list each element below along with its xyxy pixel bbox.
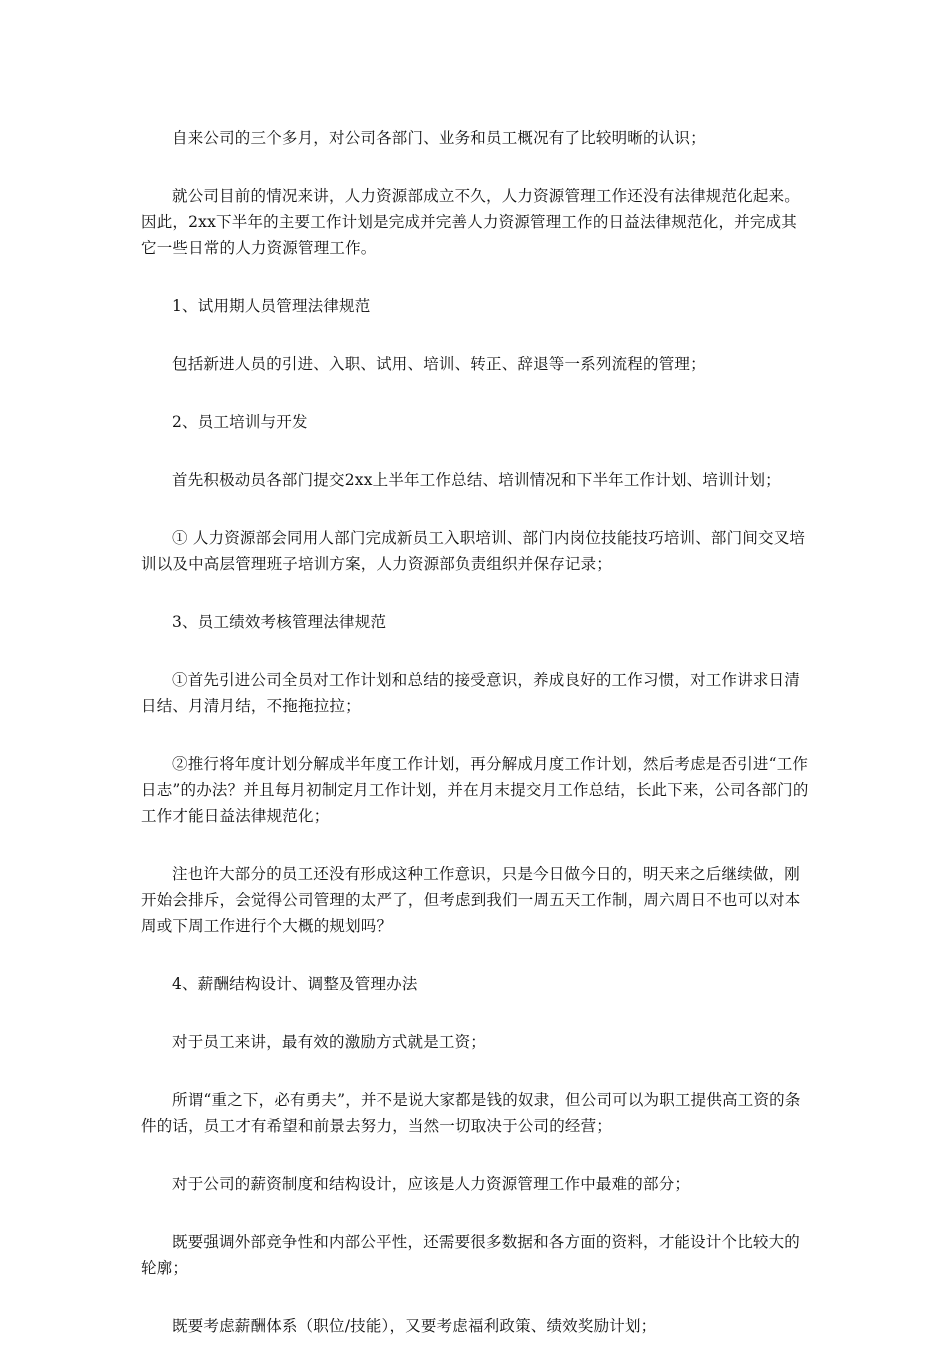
paragraph-training-plan: ① 人力资源部会同用人部门完成新员工入职培训、部门内岗位技能技巧培训、部门间交叉培训以及中高层管理班子培训方案，人力资源部负责组织并保存记录； xyxy=(141,529,806,573)
paragraph-compensation-3: 对于公司的薪资制度和结构设计，应该是人力资源管理工作中最难的部分； xyxy=(172,1175,691,1193)
paragraph-compensation-2: 所谓“重之下，必有勇夫”，并不是说大家都是钱的奴隶，但公司可以为职工提供高工资的条件的话，员工才有希望和前景去努力，当然一切取决于公司的经营； xyxy=(141,1091,801,1135)
paragraph-compensation-1: 对于员工来讲，最有效的激励方式就是工资； xyxy=(172,1033,487,1051)
section-heading-performance: 3、员工绩效考核管理法律规范 xyxy=(172,613,387,631)
paragraph-probation-detail: 包括新进人员的引进、入职、试用、培训、转正、辞退等一系列流程的管理； xyxy=(172,355,706,373)
section-heading-training: 2、员工培训与开发 xyxy=(172,413,308,431)
paragraph-performance-note: 注也许大部分的员工还没有形成这种工作意识，只是今日做今日的，明天来之后继续做，刚开始会排斥，会觉得公司管理的太严了，但考虑到我们一周五天工作制，周六周日不也可以对本周或下周工作进行个大概的规划吗？ xyxy=(141,865,801,935)
paragraph-performance-2: ②推行将年度计划分解成半年度工作计划，再分解成月度工作计划，然后考虑是否引进“工作日志”的办法？并且每月初制定月工作计划，并在月末提交月工作总结，长此下来，公司各部门的工作才能日益法律规范化； xyxy=(141,755,809,825)
paragraph-performance-1: ①首先引进公司全员对工作计划和总结的接受意识，养成良好的工作习惯，对工作讲求日清日结、月清月结，不拖拖拉拉； xyxy=(141,671,801,715)
section-heading-compensation: 4、薪酬结构设计、调整及管理办法 xyxy=(172,975,418,993)
paragraph-training-summary: 首先积极动员各部门提交2xx上半年工作总结、培训情况和下半年工作计划、培训计划； xyxy=(172,471,781,489)
paragraph-current-situation: 就公司目前的情况来讲，人力资源部成立不久，人力资源管理工作还没有法律规范化起来。因此，2xx下半年的主要工作计划是完成并完善人力资源管理工作的日益法律规范化，并完成其它一些日常的人力资源管理工作。 xyxy=(141,187,801,257)
paragraph-compensation-5: 既要考虑薪酬体系（职位/技能），又要考虑福利政策、绩效奖励计划； xyxy=(172,1317,657,1335)
section-heading-probation: 1、试用期人员管理法律规范 xyxy=(172,297,371,315)
document-body xyxy=(141,125,811,1371)
paragraph-compensation-4: 既要强调外部竞争性和内部公平性，还需要很多数据和各方面的资料，才能设计个比较大的轮廓； xyxy=(141,1233,801,1277)
paragraph-intro: 自来公司的三个多月，对公司各部门、业务和员工概况有了比较明晰的认识； xyxy=(172,129,706,147)
